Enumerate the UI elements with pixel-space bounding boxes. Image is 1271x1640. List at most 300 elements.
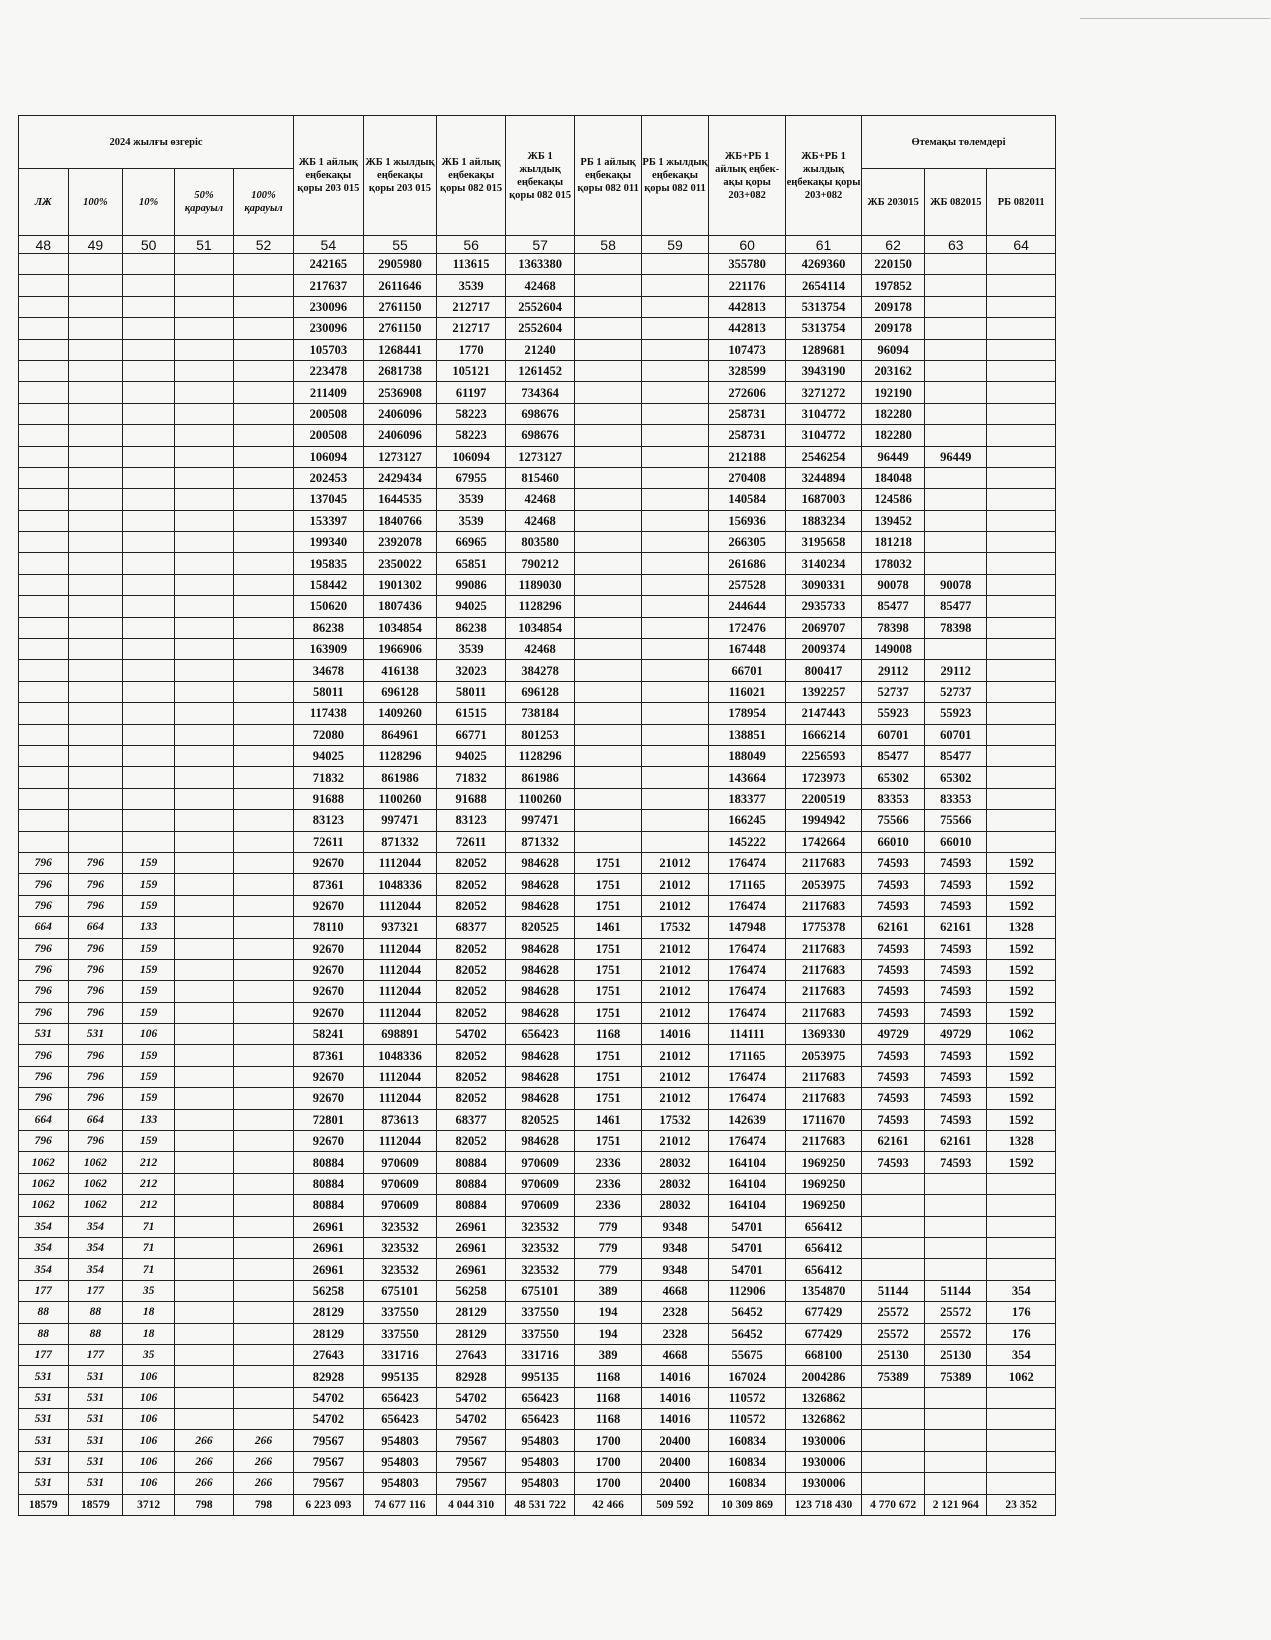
table-cell: 244644 [709, 596, 786, 617]
table-cell: 820525 [505, 917, 575, 938]
table-cell: 188049 [709, 745, 786, 766]
table-cell [174, 745, 233, 766]
table-cell [233, 745, 293, 766]
table-cell [925, 532, 987, 553]
table-cell: 212188 [709, 446, 786, 467]
table-cell [123, 489, 175, 510]
table-row [19, 1280, 1056, 1301]
table-cell: 145222 [709, 831, 786, 852]
table-cell: 266 [233, 1430, 293, 1451]
table-cell: 1100260 [505, 788, 575, 809]
table-cell: 159 [123, 959, 175, 980]
table-row [19, 639, 1056, 660]
table-cell [575, 489, 641, 510]
table-cell: 779 [575, 1259, 641, 1280]
table-cell [925, 489, 987, 510]
table-cell: 159 [123, 852, 175, 873]
table-cell: 75389 [861, 1366, 924, 1387]
table-cell: 2117683 [786, 938, 862, 959]
table-cell [641, 489, 708, 510]
table-cell: 75389 [925, 1366, 987, 1387]
table-cell: 177 [68, 1344, 123, 1365]
table-cell [233, 681, 293, 702]
header-col-60: ЖБ+РБ 1 айлық еңбек-ақы қоры 203+082 [709, 116, 786, 236]
table-cell [233, 318, 293, 339]
header-col-55: ЖБ 1 жылдық еңбекақы қоры 203 015 [363, 116, 437, 236]
table-cell: 796 [19, 852, 69, 873]
table-cell: 212 [123, 1173, 175, 1194]
table-cell: 92670 [294, 1088, 364, 1109]
table-cell: 1592 [987, 981, 1056, 1002]
table-cell [925, 1451, 987, 1472]
table-cell: 62161 [861, 917, 924, 938]
table-cell [233, 981, 293, 1002]
table-cell: 1128296 [505, 745, 575, 766]
total-cell: 2 121 964 [925, 1494, 987, 1515]
table-cell: 54702 [294, 1409, 364, 1430]
table-cell: 416138 [363, 660, 437, 681]
table-cell: 1112044 [363, 938, 437, 959]
table-cell: 2117683 [786, 895, 862, 916]
table-cell: 60701 [861, 724, 924, 745]
table-cell: 82928 [437, 1366, 505, 1387]
column-number: 64 [987, 236, 1056, 254]
table-cell [925, 318, 987, 339]
table-cell: 442813 [709, 318, 786, 339]
table-row [19, 1002, 1056, 1023]
column-number: 61 [786, 236, 862, 254]
table-cell: 323532 [505, 1259, 575, 1280]
table-cell: 1112044 [363, 852, 437, 873]
table-cell: 323532 [505, 1237, 575, 1258]
table-cell: 56258 [294, 1280, 364, 1301]
table-cell: 1168 [575, 1409, 641, 1430]
table-cell [68, 403, 123, 424]
table-cell: 1969250 [786, 1195, 862, 1216]
table-cell [174, 617, 233, 638]
table-row [19, 831, 1056, 852]
table-cell [19, 296, 69, 317]
table-row [19, 1237, 1056, 1258]
table-cell: 1592 [987, 1045, 1056, 1066]
table-cell: 970609 [363, 1195, 437, 1216]
table-cell: 2328 [641, 1323, 708, 1344]
table-cell: 52737 [861, 681, 924, 702]
table-cell [68, 810, 123, 831]
column-number-row [19, 236, 1056, 254]
table-cell: 25572 [861, 1323, 924, 1344]
table-cell: 78398 [861, 617, 924, 638]
table-cell [641, 275, 708, 296]
table-cell: 75566 [861, 810, 924, 831]
table-cell [987, 745, 1056, 766]
table-cell: 354 [19, 1237, 69, 1258]
table-cell: 1328 [987, 917, 1056, 938]
table-cell: 5313754 [786, 296, 862, 317]
table-cell: 354 [19, 1259, 69, 1280]
table-cell: 1128296 [363, 745, 437, 766]
table-cell [233, 360, 293, 381]
table-row [19, 254, 1056, 275]
table-cell: 3195658 [786, 532, 862, 553]
table-cell: 74593 [925, 1088, 987, 1109]
table-cell [233, 532, 293, 553]
table-cell: 82052 [437, 895, 505, 916]
table-cell: 54702 [437, 1387, 505, 1408]
column-number: 49 [68, 236, 123, 254]
table-cell [925, 467, 987, 488]
table-cell: 656412 [786, 1216, 862, 1237]
table-cell: 2117683 [786, 1002, 862, 1023]
table-row [19, 510, 1056, 531]
table-cell: 74593 [861, 1002, 924, 1023]
table-cell: 1751 [575, 981, 641, 1002]
table-cell [19, 318, 69, 339]
table-cell: 61197 [437, 382, 505, 403]
table-cell [174, 1216, 233, 1237]
table-cell [123, 810, 175, 831]
table-cell [68, 254, 123, 275]
table-cell: 796 [19, 874, 69, 895]
column-number: 62 [861, 236, 924, 254]
table-cell: 1289681 [786, 339, 862, 360]
table-cell: 79567 [294, 1430, 364, 1451]
total-cell: 6 223 093 [294, 1494, 364, 1515]
table-cell: 815460 [505, 467, 575, 488]
table-cell: 3943190 [786, 360, 862, 381]
table-cell: 79567 [437, 1473, 505, 1494]
table-cell: 796 [19, 1131, 69, 1152]
table-cell [575, 425, 641, 446]
column-number: 56 [437, 236, 505, 254]
table-cell: 531 [68, 1024, 123, 1045]
table-row [19, 1344, 1056, 1365]
header-col-58: РБ 1 айлық еңбекақы қоры 082 011 [575, 116, 641, 236]
table-cell: 72611 [294, 831, 364, 852]
table-row [19, 1451, 1056, 1472]
table-cell: 230096 [294, 318, 364, 339]
table-cell [233, 254, 293, 275]
table-cell [641, 574, 708, 595]
table-cell: 20400 [641, 1430, 708, 1451]
table-cell: 94025 [437, 596, 505, 617]
table-cell: 984628 [505, 959, 575, 980]
table-cell [987, 788, 1056, 809]
table-cell: 531 [68, 1430, 123, 1451]
table-cell [987, 254, 1056, 275]
table-cell: 696128 [363, 681, 437, 702]
table-cell [233, 1237, 293, 1258]
table-cell: 176474 [709, 938, 786, 959]
table-cell: 80884 [294, 1173, 364, 1194]
table-cell [233, 810, 293, 831]
table-cell: 954803 [505, 1451, 575, 1472]
table-cell: 1048336 [363, 1045, 437, 1066]
table-cell [861, 1387, 924, 1408]
table-cell: 531 [68, 1473, 123, 1494]
table-cell: 266305 [709, 532, 786, 553]
table-cell: 1189030 [505, 574, 575, 595]
table-cell: 1062 [68, 1195, 123, 1216]
table-cell [123, 831, 175, 852]
table-cell [575, 745, 641, 766]
table-cell [641, 788, 708, 809]
table-cell: 531 [19, 1024, 69, 1045]
table-cell: 698676 [505, 425, 575, 446]
table-cell [641, 296, 708, 317]
table-cell [233, 1131, 293, 1152]
table-cell: 86238 [294, 617, 364, 638]
table-cell: 29112 [925, 660, 987, 681]
total-cell: 4 044 310 [437, 1494, 505, 1515]
table-cell: 116021 [709, 681, 786, 702]
table-cell [233, 1152, 293, 1173]
sub-header-100: 100% [68, 169, 123, 236]
table-cell: 2053975 [786, 1045, 862, 1066]
table-cell: 984628 [505, 1002, 575, 1023]
table-cell [233, 553, 293, 574]
table-cell: 74593 [861, 1152, 924, 1173]
table-cell: 212 [123, 1152, 175, 1173]
column-number: 54 [294, 236, 364, 254]
table-cell: 74593 [861, 1066, 924, 1087]
table-cell [575, 382, 641, 403]
table-cell [987, 1387, 1056, 1408]
table-cell [641, 318, 708, 339]
table-cell: 873613 [363, 1109, 437, 1130]
table-cell [925, 382, 987, 403]
table-cell [174, 1024, 233, 1045]
table-row [19, 1024, 1056, 1045]
table-cell [174, 446, 233, 467]
table-cell [68, 489, 123, 510]
table-cell [19, 553, 69, 574]
table-cell: 54702 [437, 1024, 505, 1045]
table-cell: 60701 [925, 724, 987, 745]
table-cell [68, 639, 123, 660]
table-row [19, 981, 1056, 1002]
table-cell [174, 1344, 233, 1365]
table-cell: 272606 [709, 382, 786, 403]
table-cell: 105703 [294, 339, 364, 360]
otemaky-rb-082011: РБ 082011 [987, 169, 1056, 236]
table-cell: 176474 [709, 981, 786, 1002]
table-cell: 2654114 [786, 275, 862, 296]
table-cell: 35 [123, 1344, 175, 1365]
table-cell: 176 [987, 1302, 1056, 1323]
table-row [19, 382, 1056, 403]
table-row [19, 1387, 1056, 1408]
table-cell [174, 425, 233, 446]
table-cell: 110572 [709, 1409, 786, 1430]
table-cell [575, 510, 641, 531]
table-cell [575, 339, 641, 360]
table-cell: 779 [575, 1237, 641, 1258]
table-cell [233, 489, 293, 510]
table-cell: 25572 [925, 1323, 987, 1344]
table-cell: 159 [123, 938, 175, 959]
table-cell [19, 660, 69, 681]
table-cell: 796 [68, 1131, 123, 1152]
table-cell [68, 296, 123, 317]
table-cell [174, 681, 233, 702]
table-cell [233, 1109, 293, 1130]
table-cell [123, 339, 175, 360]
table-cell: 62161 [925, 917, 987, 938]
table-cell: 212717 [437, 318, 505, 339]
table-cell: 796 [68, 852, 123, 873]
table-cell: 677429 [786, 1323, 862, 1344]
table-cell: 531 [19, 1366, 69, 1387]
table-cell: 796 [68, 874, 123, 895]
table-cell [174, 254, 233, 275]
table-cell [233, 1173, 293, 1194]
table-cell: 51144 [925, 1280, 987, 1301]
table-cell: 2256593 [786, 745, 862, 766]
total-cell: 798 [233, 1494, 293, 1515]
table-cell [19, 639, 69, 660]
table-cell: 28129 [294, 1302, 364, 1323]
table-cell: 139452 [861, 510, 924, 531]
table-cell [641, 360, 708, 381]
table-cell [174, 831, 233, 852]
table-cell [174, 1195, 233, 1216]
otemaky-title: Өтемақы төлемдері [861, 116, 1055, 169]
table-cell [123, 296, 175, 317]
table-cell: 9348 [641, 1216, 708, 1237]
table-row [19, 574, 1056, 595]
table-cell: 74593 [925, 852, 987, 873]
table-cell: 328599 [709, 360, 786, 381]
table-cell: 2117683 [786, 981, 862, 1002]
table-cell [987, 596, 1056, 617]
table-cell: 49729 [925, 1024, 987, 1045]
table-cell: 1751 [575, 1066, 641, 1087]
table-cell: 83353 [925, 788, 987, 809]
table-cell: 323532 [505, 1216, 575, 1237]
table-cell [68, 745, 123, 766]
table-cell: 85477 [925, 596, 987, 617]
table-cell: 106 [123, 1473, 175, 1494]
table-cell: 1592 [987, 1109, 1056, 1130]
table-cell [123, 703, 175, 724]
table-cell: 61515 [437, 703, 505, 724]
table-cell [19, 360, 69, 381]
table-cell: 954803 [363, 1430, 437, 1451]
table-cell [861, 1216, 924, 1237]
table-cell: 270408 [709, 467, 786, 488]
table-cell: 796 [68, 959, 123, 980]
table-cell: 3539 [437, 489, 505, 510]
table-cell [174, 852, 233, 873]
table-cell [641, 339, 708, 360]
table-cell: 21012 [641, 874, 708, 895]
table-cell: 2053975 [786, 874, 862, 895]
table-row [19, 446, 1056, 467]
table-cell: 2905980 [363, 254, 437, 275]
table-cell: 217637 [294, 275, 364, 296]
table-cell: 668100 [786, 1344, 862, 1365]
table-cell: 66010 [861, 831, 924, 852]
table-row [19, 553, 1056, 574]
table-cell: 242165 [294, 254, 364, 275]
table-cell: 21012 [641, 938, 708, 959]
table-cell: 984628 [505, 874, 575, 895]
table-cell [641, 703, 708, 724]
table-cell: 1062 [19, 1152, 69, 1173]
header-col-59: РБ 1 жылдық еңбекақы қоры 082 011 [641, 116, 708, 236]
table-cell: 1168 [575, 1024, 641, 1045]
table-cell: 871332 [505, 831, 575, 852]
table-cell: 106094 [294, 446, 364, 467]
table-cell [987, 831, 1056, 852]
table-cell [233, 1088, 293, 1109]
table-cell: 68377 [437, 1109, 505, 1130]
table-cell: 2147443 [786, 703, 862, 724]
table-cell [987, 810, 1056, 831]
table-cell: 2935733 [786, 596, 862, 617]
table-cell: 1062 [68, 1173, 123, 1194]
table-cell: 664 [19, 1109, 69, 1130]
total-cell: 123 718 430 [786, 1494, 862, 1515]
table-row [19, 296, 1056, 317]
table-cell: 99086 [437, 574, 505, 595]
table-cell: 28032 [641, 1195, 708, 1216]
table-cell [233, 1366, 293, 1387]
table-cell: 166245 [709, 810, 786, 831]
table-cell [174, 660, 233, 681]
table-row [19, 532, 1056, 553]
table-cell: 181218 [861, 532, 924, 553]
table-cell: 92670 [294, 1002, 364, 1023]
table-cell: 106 [123, 1366, 175, 1387]
table-cell [233, 1387, 293, 1408]
table-row [19, 745, 1056, 766]
table-cell [233, 275, 293, 296]
table-cell: 117438 [294, 703, 364, 724]
table-cell [174, 1366, 233, 1387]
table-cell [68, 446, 123, 467]
table-row [19, 489, 1056, 510]
table-cell: 2611646 [363, 275, 437, 296]
table-cell: 354 [68, 1216, 123, 1237]
table-cell: 1592 [987, 959, 1056, 980]
table-cell [68, 596, 123, 617]
table-cell: 159 [123, 1045, 175, 1066]
table-cell: 1112044 [363, 1088, 437, 1109]
table-cell: 80884 [437, 1173, 505, 1194]
table-cell: 107473 [709, 339, 786, 360]
table-cell [174, 1066, 233, 1087]
table-cell: 142639 [709, 1109, 786, 1130]
table-cell: 42468 [505, 489, 575, 510]
table-cell [174, 1109, 233, 1130]
table-cell: 209178 [861, 318, 924, 339]
table-cell: 82052 [437, 1088, 505, 1109]
table-cell: 266 [233, 1451, 293, 1472]
table-cell: 2117683 [786, 852, 862, 873]
table-cell: 209178 [861, 296, 924, 317]
table-cell: 656423 [505, 1024, 575, 1045]
table-cell: 133 [123, 1109, 175, 1130]
table-cell [641, 639, 708, 660]
table-cell: 531 [19, 1387, 69, 1408]
table-cell: 74593 [925, 874, 987, 895]
table-cell [987, 467, 1056, 488]
table-cell: 106 [123, 1451, 175, 1472]
table-cell [123, 360, 175, 381]
table-cell: 88 [19, 1302, 69, 1323]
